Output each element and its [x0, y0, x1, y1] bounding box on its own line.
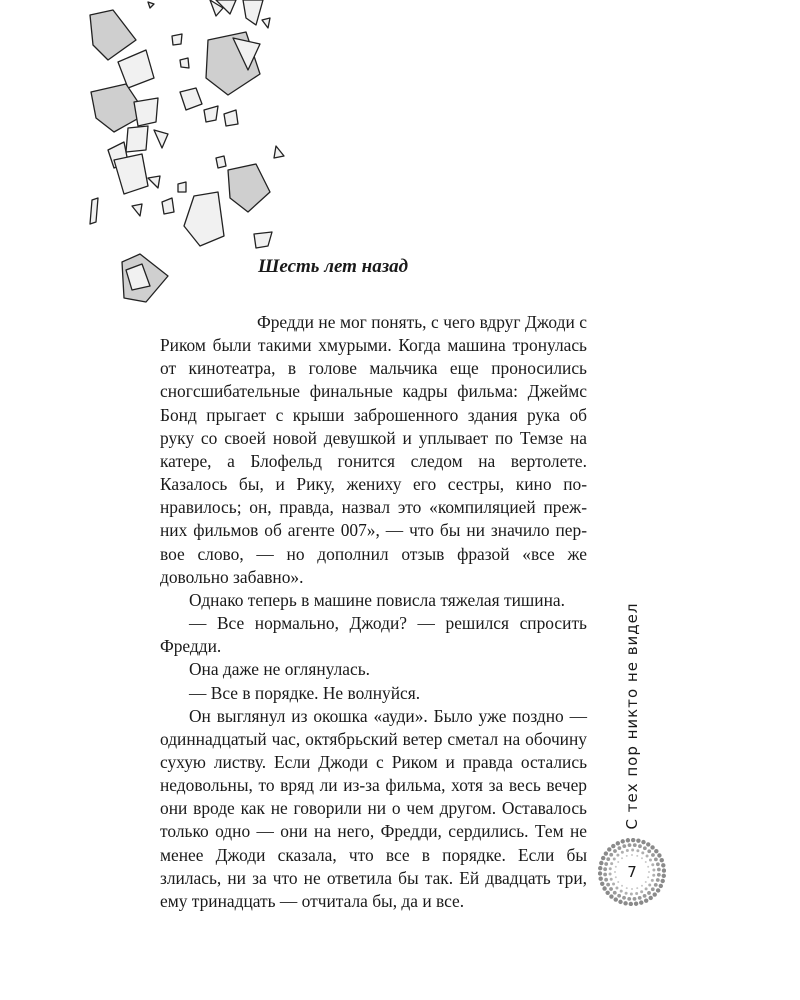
- glass-shard: [180, 88, 202, 110]
- glass-shard: [132, 204, 142, 216]
- glass-shard: [162, 198, 174, 214]
- glass-shard: [180, 58, 189, 68]
- glass-shard: [148, 176, 160, 188]
- glass-shard: [204, 106, 218, 122]
- glass-shard: [262, 18, 270, 28]
- paragraph: — Все нормально, Джоди? — решился спросить Фредди.: [160, 613, 587, 657]
- page-number: 7: [627, 863, 637, 881]
- glass-shard: [178, 182, 186, 192]
- glass-shard: [90, 10, 136, 60]
- chapter-title: Шесть лет назад: [258, 256, 409, 277]
- glass-shard: [126, 126, 148, 152]
- paragraph: — Все в порядке. Не волнуйся.: [189, 682, 421, 703]
- glass-shard: [254, 232, 272, 248]
- glass-shard: [134, 98, 158, 126]
- glass-shard: [224, 110, 238, 126]
- paragraph: Она даже не оглянулась.: [189, 659, 370, 680]
- body-text: [160, 311, 587, 913]
- paragraph: Он выглянул из окошка «ауди». Было уже поздно — одиннадцатый час, октябрьский ветер сметал на обочину сухую листву. Если Джоди с Риком и правда остались недовольны, то вряд ли из-за фильма, хотя за весь вечер они вроде как не говорили ни о чем другом. Оставалось только одно — они на него, Фредди, сердились. Тем не менее Джоди сказала, что все в порядке. Если бы злилась, ни за что не ответила бы так. Ей двадцать три, ему тринадцать — отчитала бы, да и все.: [160, 705, 587, 911]
- glass-shard: [172, 34, 182, 45]
- glass-shard: [206, 32, 260, 95]
- running-head: С тех пор никто не видел: [623, 602, 641, 830]
- glass-shard: [228, 164, 270, 212]
- glass-shard: [114, 154, 148, 194]
- glass-shard: [148, 2, 154, 8]
- paragraph: Однако теперь в машине повисла тяжелая тишина.: [189, 589, 565, 610]
- glass-shard: [118, 50, 154, 88]
- glass-shard: [243, 0, 263, 25]
- glass-shard: [184, 192, 224, 246]
- glass-shard: [274, 146, 284, 158]
- glass-shard: [90, 198, 98, 224]
- paragraph: Фредди не мог понять, с чего вдруг Джоди с Риком были такими хмурыми. Когда машина тронулась от кинотеатра, в голове мальчика еще проносились сногсшибательные финальные кадры фильма: Джеймс Бонд прыгает с крыши заброшенного здания рука об руку со своей новой девушкой и уплывает по Темзе на катере, а Блофельд гонится следом на вертолете. Казалось бы, и Рику, жениху его сестры, кино понравилось; он, правда, назвал это «компиляцией прежних фильмов об агенте 007», — что бы ни значило первое слово, — но дополнил отзыв фразой «все же довольно забавно».: [160, 312, 587, 587]
- glass-shard: [216, 156, 226, 168]
- glass-shard: [154, 130, 168, 148]
